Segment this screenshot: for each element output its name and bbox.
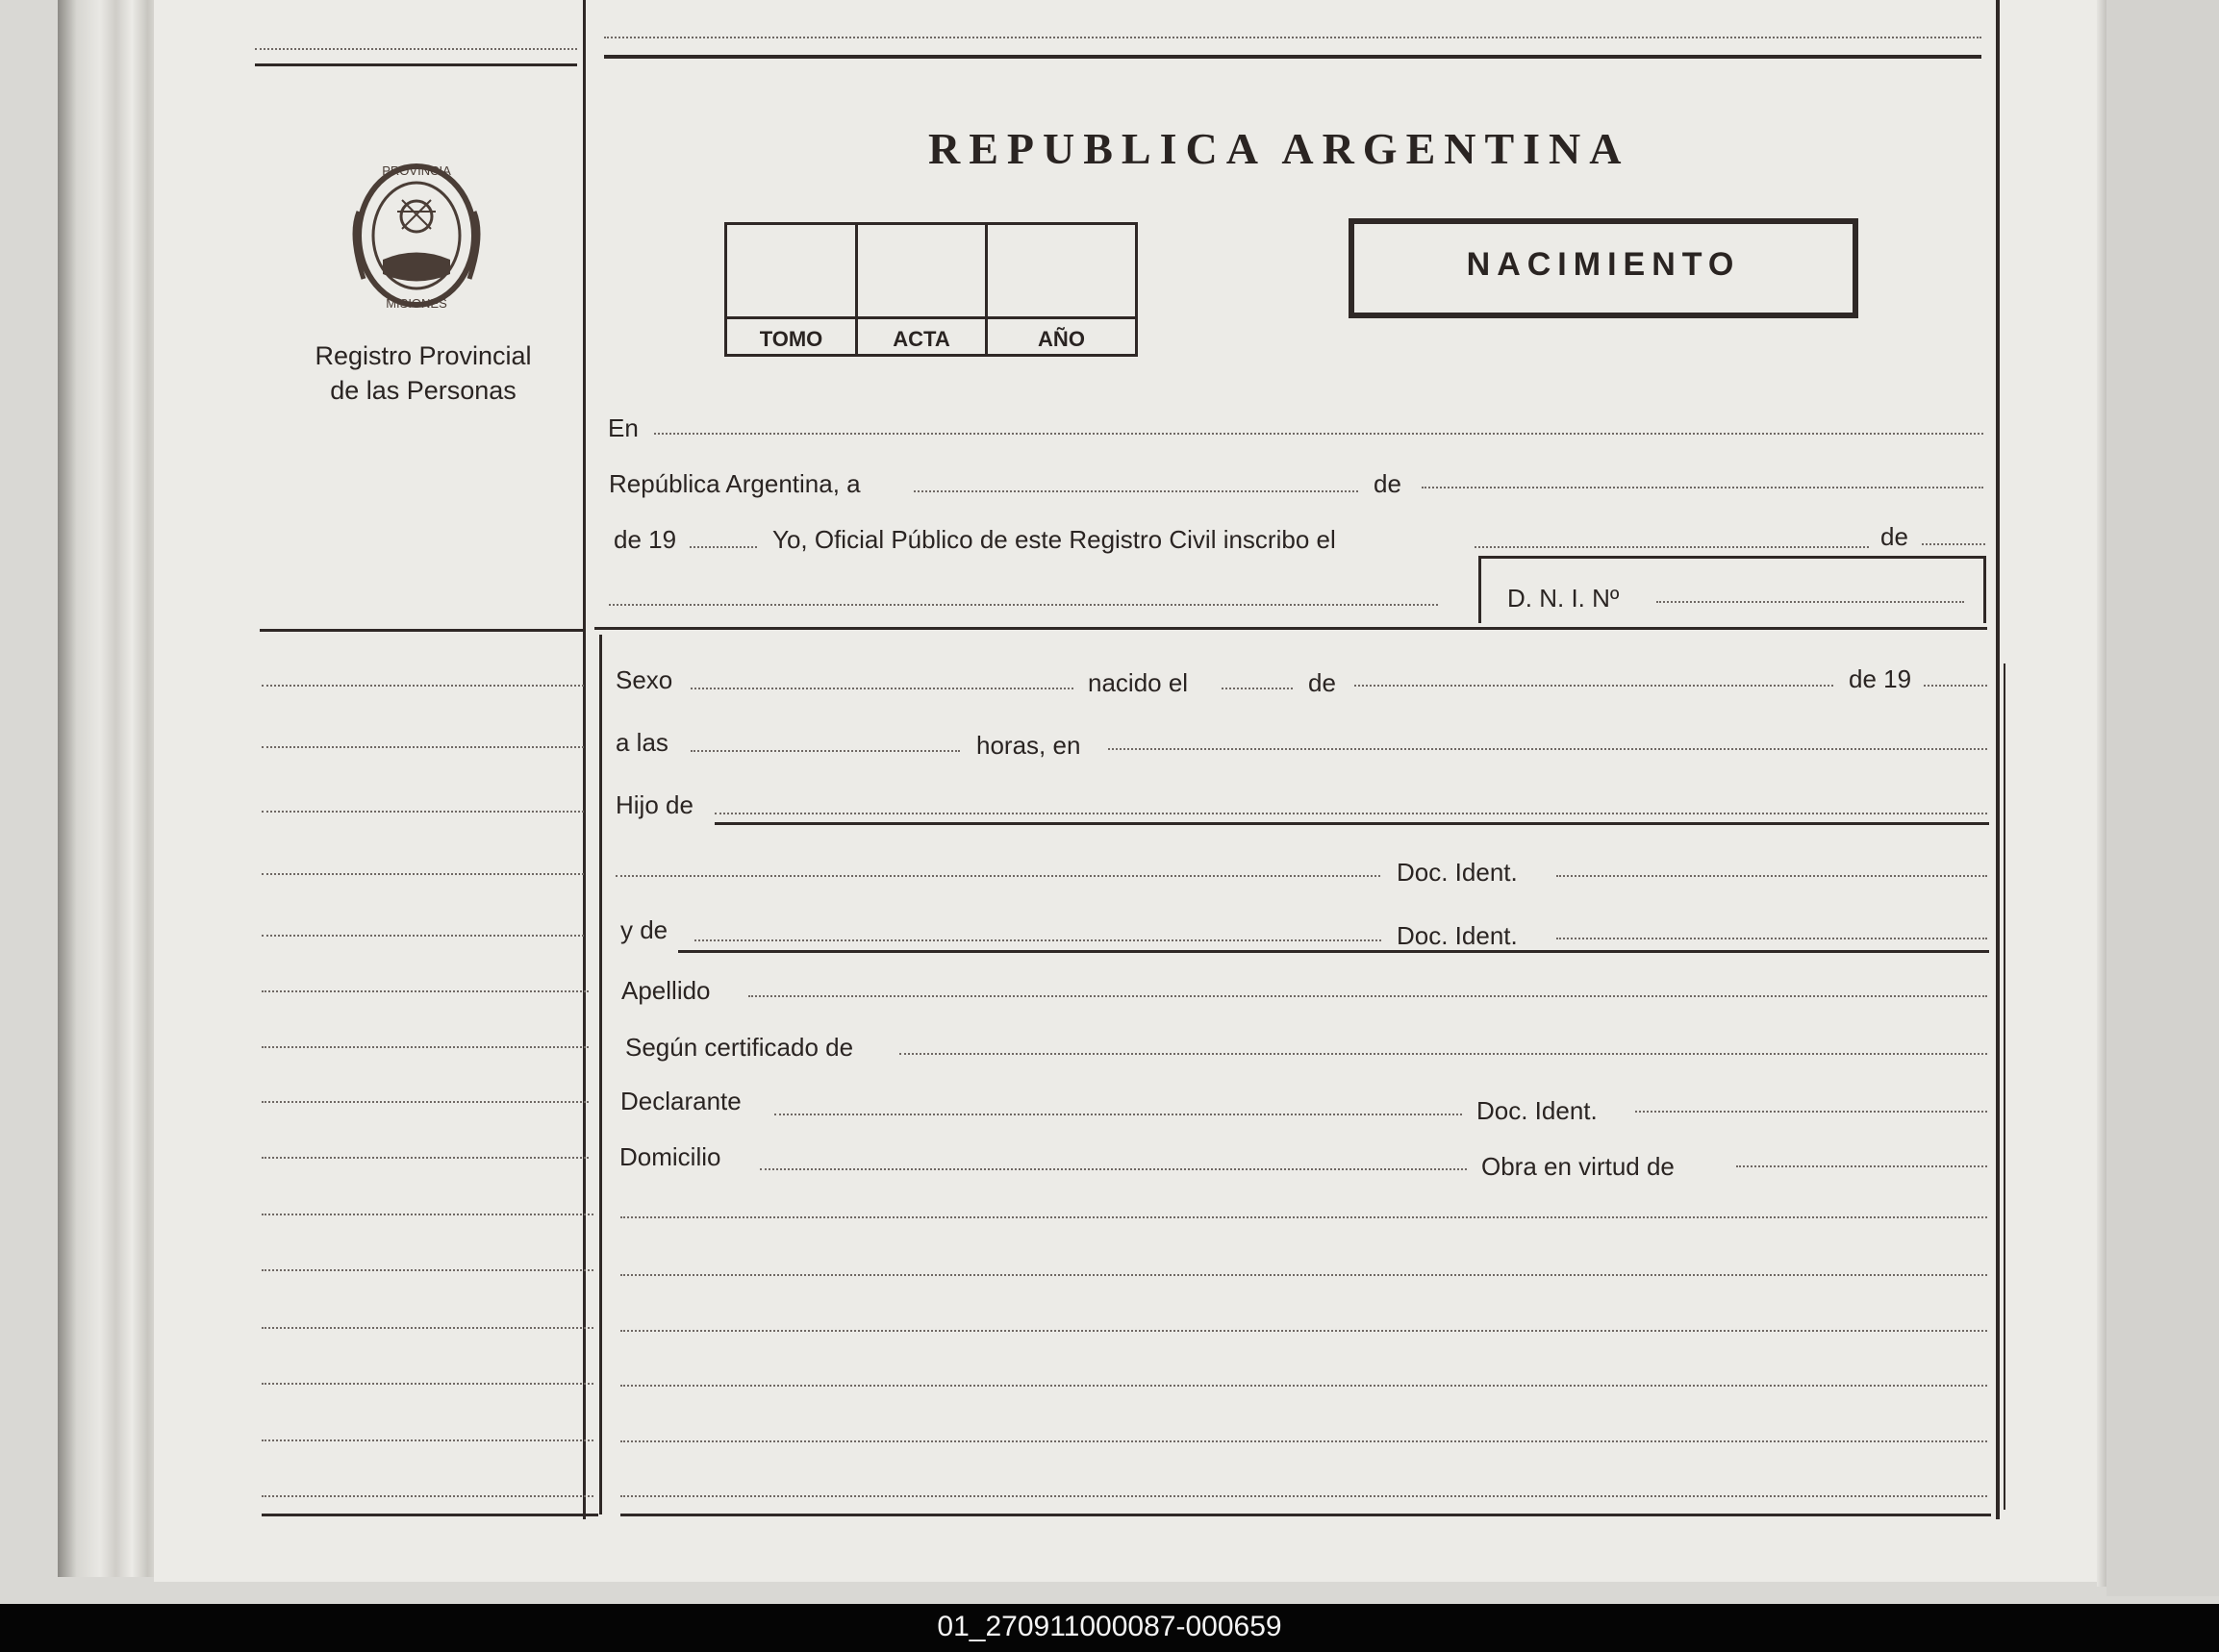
label-de19: de 19 xyxy=(614,525,677,554)
notes-line[interactable] xyxy=(620,1495,1987,1497)
margin-line[interactable] xyxy=(262,685,584,687)
year-field[interactable] xyxy=(690,546,757,548)
father-name-field[interactable] xyxy=(616,875,1380,877)
birth-place-field[interactable] xyxy=(1108,748,1987,750)
rule xyxy=(255,63,577,66)
label-de: de xyxy=(1374,469,1401,498)
label-y-de: y de xyxy=(620,915,668,944)
right-border-inner xyxy=(2004,663,2005,1510)
section-rule xyxy=(594,627,1987,630)
domicilio-field[interactable] xyxy=(760,1168,1467,1170)
label-horas: horas, en xyxy=(976,731,1081,760)
label-domicilio: Domicilio xyxy=(619,1142,721,1171)
label-yo: Yo, Oficial Público de este Registro Civil inscribo el xyxy=(772,525,1336,554)
month-field[interactable] xyxy=(1422,487,1983,488)
svg-text:PROVINCIA: PROVINCIA xyxy=(382,163,451,178)
apellido-field[interactable] xyxy=(748,995,1987,997)
tomo-label: TOMO xyxy=(759,327,823,351)
notes-line[interactable] xyxy=(620,1274,1987,1276)
label-de-3: de xyxy=(1308,668,1336,697)
label-en: En xyxy=(608,413,639,442)
margin-line[interactable] xyxy=(262,1101,589,1103)
mother-doc-field[interactable] xyxy=(1556,938,1987,939)
label-doc-ident-2: Doc. Ident. xyxy=(1397,921,1518,950)
ano-field[interactable] xyxy=(988,225,1135,354)
tomo-field[interactable] xyxy=(727,225,855,354)
declarante-field[interactable] xyxy=(774,1114,1462,1115)
document-title: REPUBLICA ARGENTINA xyxy=(928,124,1630,173)
margin-line[interactable] xyxy=(262,1439,593,1441)
hour-field[interactable] xyxy=(691,750,960,752)
label-apellido: Apellido xyxy=(621,976,711,1005)
bottom-rule xyxy=(620,1514,1991,1516)
label-obra: Obra en virtud de xyxy=(1481,1152,1675,1181)
margin-bottom-rule xyxy=(262,1514,598,1516)
birth-day-field[interactable] xyxy=(1222,688,1293,689)
label-sexo: Sexo xyxy=(616,665,673,694)
margin-line[interactable] xyxy=(262,1327,593,1329)
margin-line[interactable] xyxy=(262,935,584,937)
rule xyxy=(678,950,1989,953)
rule xyxy=(715,822,1989,825)
margin-rule xyxy=(260,629,585,632)
inscription-date-field[interactable] xyxy=(1475,546,1869,548)
margin-line[interactable] xyxy=(262,1269,593,1271)
father-doc-field[interactable] xyxy=(1556,875,1987,877)
margin-line[interactable] xyxy=(262,1046,589,1048)
birth-year-field[interactable] xyxy=(1924,685,1987,687)
label-doc-ident-1: Doc. Ident. xyxy=(1397,858,1518,887)
inscription-month-field[interactable] xyxy=(1922,543,1985,545)
margin-line[interactable] xyxy=(262,811,584,813)
right-border xyxy=(1996,0,2000,1519)
page-stack-edge xyxy=(58,0,164,1577)
mother-field[interactable] xyxy=(694,939,1381,941)
day-field[interactable] xyxy=(914,490,1358,492)
organization-name xyxy=(289,338,558,408)
en-field[interactable] xyxy=(654,433,1983,435)
record-type-box: NACIMIENTO xyxy=(1349,218,1858,318)
registry-box xyxy=(724,222,1138,357)
margin-line[interactable] xyxy=(262,990,589,992)
organization-line-2: de las Personas xyxy=(330,376,517,405)
acta-field[interactable] xyxy=(858,225,985,354)
declarante-doc-field[interactable] xyxy=(1635,1111,1987,1113)
label-de-2: de xyxy=(1880,522,1908,551)
margin-line[interactable] xyxy=(262,1214,593,1215)
column-divider xyxy=(599,635,602,1514)
label-segun: Según certificado de xyxy=(625,1033,854,1062)
dotted-line xyxy=(604,37,1981,38)
label-hijo-de: Hijo de xyxy=(616,790,693,819)
label-a-las: a las xyxy=(616,728,668,757)
dni-field[interactable] xyxy=(1656,601,1964,603)
notes-line[interactable] xyxy=(620,1330,1987,1332)
rule xyxy=(604,55,1981,59)
birth-month-field[interactable] xyxy=(1354,685,1833,687)
margin-line[interactable] xyxy=(262,1383,593,1385)
sexo-field[interactable] xyxy=(691,688,1073,689)
label-de19-birth: de 19 xyxy=(1849,664,1912,693)
notes-line[interactable] xyxy=(620,1385,1987,1387)
label-doc-ident-3: Doc. Ident. xyxy=(1476,1096,1598,1125)
column-divider xyxy=(583,0,586,1519)
label-dni: D. N. I. Nº xyxy=(1507,584,1620,613)
margin-line[interactable] xyxy=(262,873,584,875)
provincial-seal xyxy=(344,154,489,317)
label-nacido: nacido el xyxy=(1088,668,1189,697)
name-field[interactable] xyxy=(609,604,1438,606)
dotted-line xyxy=(255,48,577,50)
notes-line[interactable] xyxy=(620,1440,1987,1442)
label-declarante: Declarante xyxy=(620,1087,742,1115)
margin-line[interactable] xyxy=(262,1495,593,1497)
svg-text:MISIONES: MISIONES xyxy=(386,296,447,311)
organization-line-1: Registro Provincial xyxy=(315,341,532,370)
ano-label: AÑO xyxy=(1038,327,1085,351)
image-caption: 01_270911000087-000659 xyxy=(937,1611,1282,1642)
obra-field[interactable] xyxy=(1736,1165,1987,1167)
acta-label: ACTA xyxy=(893,327,950,351)
father-field[interactable] xyxy=(715,813,1987,814)
margin-line[interactable] xyxy=(262,746,584,748)
binder-margin xyxy=(2106,0,2219,1596)
certificate-field[interactable] xyxy=(899,1053,1987,1055)
notes-line[interactable] xyxy=(620,1216,1987,1218)
margin-line[interactable] xyxy=(262,1157,589,1159)
label-republica: República Argentina, a xyxy=(609,469,861,498)
